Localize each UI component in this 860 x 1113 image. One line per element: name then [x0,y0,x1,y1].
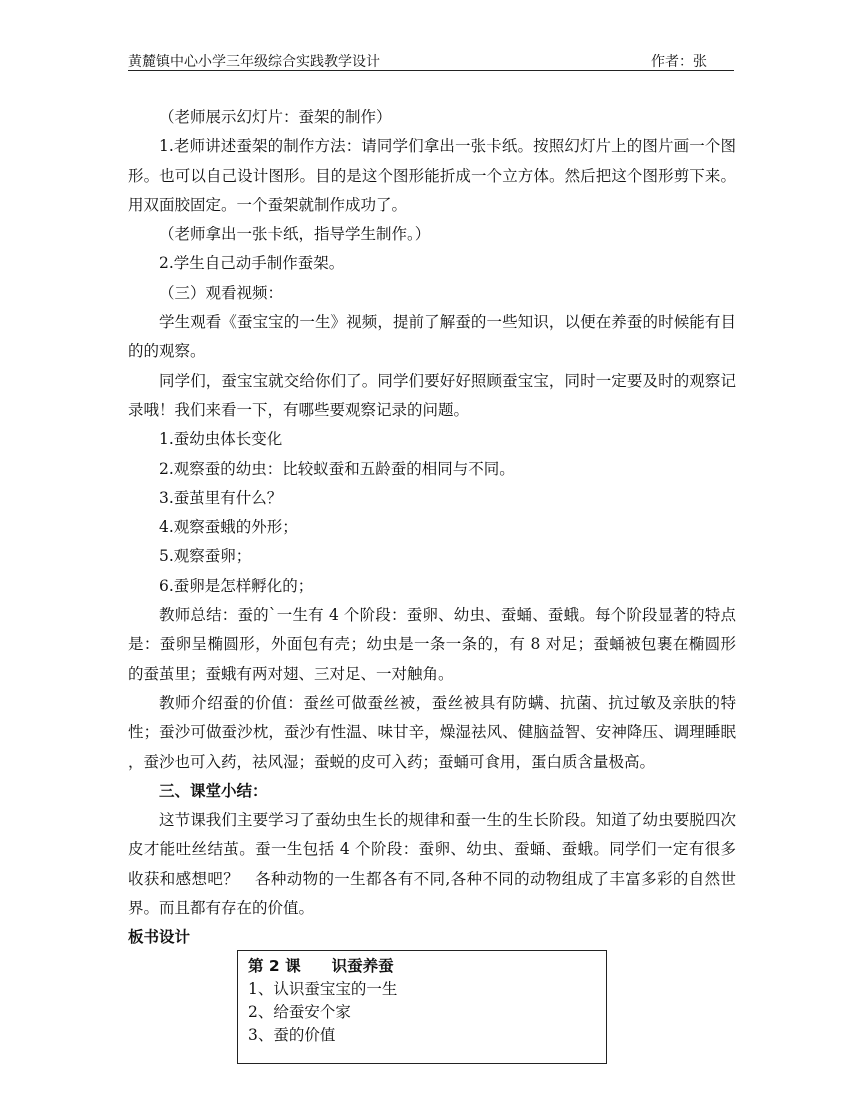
header-school-title: 黄麓镇中心小学三年级综合实践教学设计 [128,54,380,70]
list-item: 5.观察蚕卵； [159,547,252,566]
paragraph: 教师总结：蚕的`一生有 4 个阶段：蚕卵、幼虫、蚕蛹、蚕蛾。每个阶段显著的特点是：蚕卵呈椭圆形，外面包有壳；幼虫是一条一条的，有 8 对足；蚕蛹被包裹在椭圆形的蚕茧里；蚕蛾有两对翅、三对足、一对触角。 [128,606,736,683]
board-item: 1、认识蚕宝宝的一生 [248,980,398,998]
paragraph: （老师展示幻灯片：蚕架的制作） [159,108,392,126]
board-title: 第 2 课 识蚕养蚕 [248,957,394,975]
list-item: 6.蚕卵是怎样孵化的； [159,576,314,595]
section-heading: 三、课堂小结： [159,781,268,800]
paragraph: 同学们，蚕宝宝就交给你们了。同学们要好好照顾蚕宝宝，同时一定要及时的观察记录哦！我们来看一下，有哪些要观察记录的问题。 [128,371,736,419]
board-heading: 板书设计 [128,928,191,947]
board-design-box [237,950,607,1064]
board-item: 2、给蚕安个家 [248,1003,351,1021]
paragraph: 这节课我们主要学习了蚕幼虫生长的规律和蚕一生的生长阶段。知道了幼虫要脱四次皮才能吐丝结茧。蚕一生包括 4 个阶段：蚕卵、幼虫、蚕蛹、蚕蛾。同学们一定有很多收获和感想吧？ 各种动物的一生都各有不同,各种不同的动物组成了丰富多彩的自然世界。而且都有存在的价值。 [128,811,736,918]
paragraph: 教师介绍蚕的价值：蚕丝可做蚕丝被，蚕丝被具有防螨、抗菌、抗过敏及亲肤的特性；蚕沙可做蚕沙枕，蚕沙有性温、味甘辛，燥湿祛风、健脑益智、安神降压、调理睡眠 ，蚕沙也可入药，祛风湿；蚕蜕的皮可入药；蚕蛹可食用，蛋白质含量极高。 [128,693,736,771]
paragraph: 2.学生自己动手制作蚕架。 [159,254,345,273]
list-item: 2.观察蚕的幼虫：比较蚁蚕和五龄蚕的相同与不同。 [159,459,515,478]
list-item: 1.蚕幼虫体长变化 [159,430,283,449]
list-item: 3.蚕茧里有什么？ [159,488,283,507]
document-body [128,103,736,953]
paragraph: 学生观看《蚕宝宝的一生》视频，提前了解蚕的一些知识，以便在养蚕的时候能有目的的观察。 [128,313,736,361]
board-item: 3、蚕的价值 [248,1026,336,1044]
header-author: 作者：张 [651,54,707,70]
paragraph: （三）观看视频： [159,283,284,302]
paragraph: （老师拿出一张卡纸，指导学生制作。） [159,225,431,244]
list-item: 4.观察蚕蛾的外形； [159,518,298,537]
paragraph: 1.老师讲述蚕架的制作方法：请同学们拿出一张卡纸。按照幻灯片上的图片画一个图形。也可以自己设计图形。目的是这个图形能折成一个立方体。然后把这个图形剪下来。用双面胶固定。一个蚕架就制作成功了。 [128,137,736,214]
page-header [128,50,734,71]
